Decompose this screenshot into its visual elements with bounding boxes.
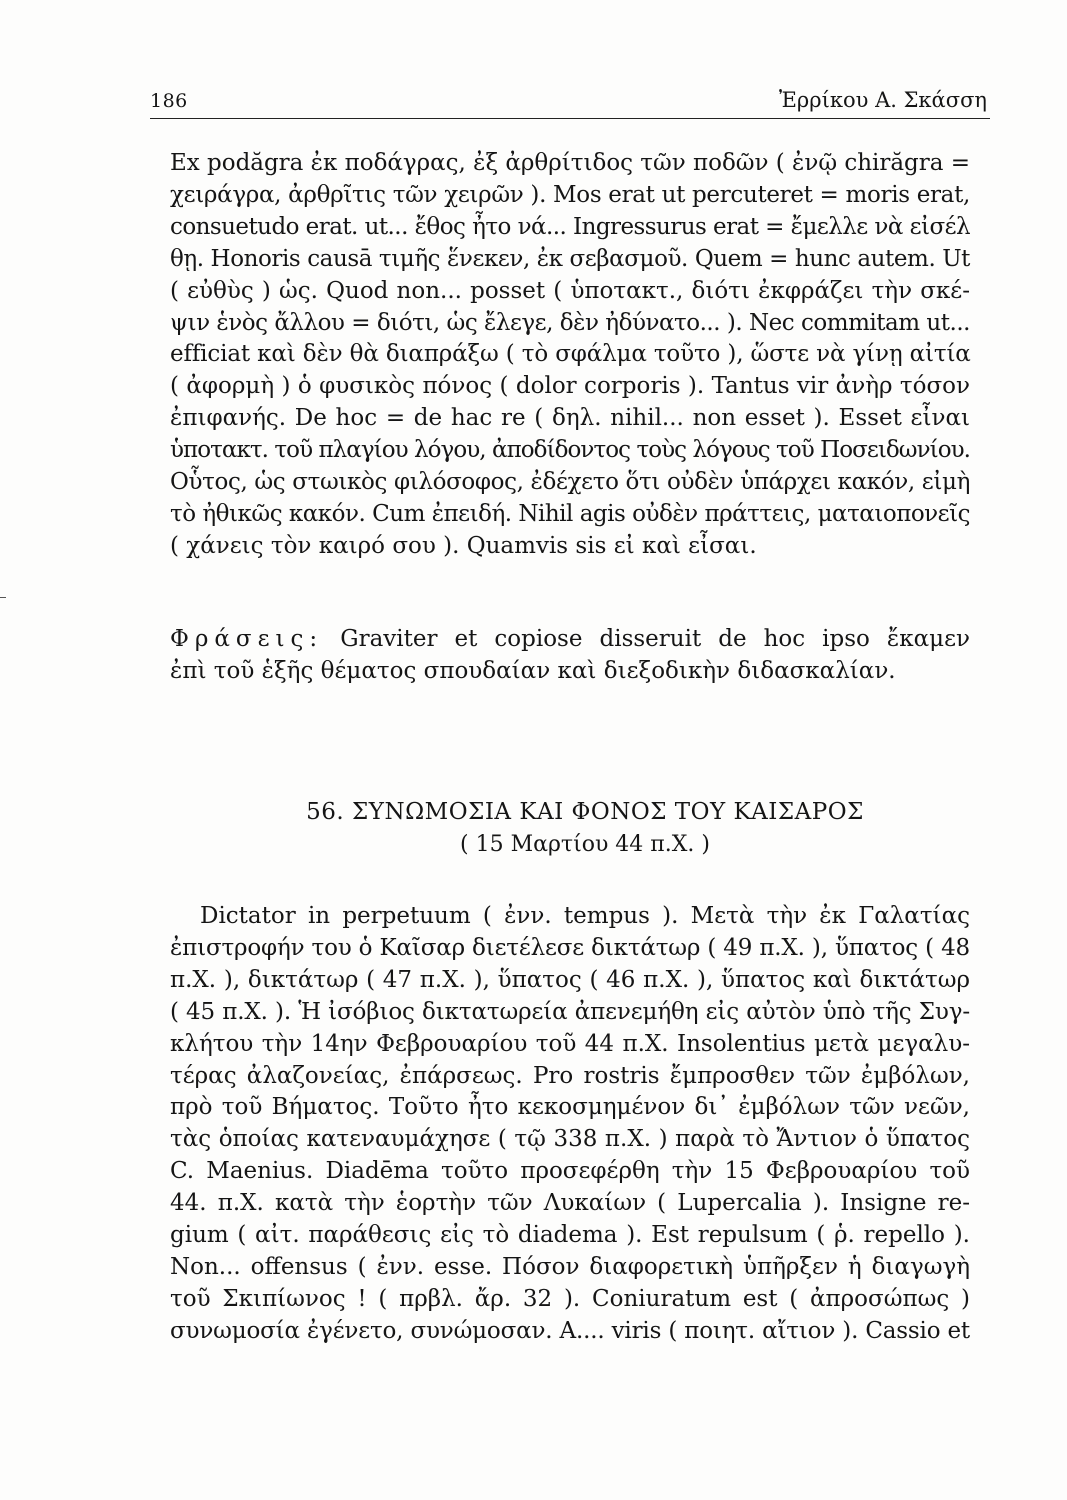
text-line: ἐπιφανής. De hoc = de hac re ( δηλ. nihil... non esset ). Esset εἶναι — [170, 405, 970, 432]
text-line: τέρας ἀλαζονείας, ἐπάρσεως. Pro rostris ἔμπροσθεν τῶν ἐμβόλων, — [170, 1062, 970, 1089]
page-number: 186 — [150, 90, 188, 112]
text-line: Dictator in perpetuum ( ἐνν. tempus ). Μετὰ τὴν ἐκ Γαλατίας — [200, 903, 970, 929]
section-date: ( 15 Μαρτίου 44 π.Χ. ) — [460, 832, 710, 857]
page-header — [150, 80, 995, 120]
text-line: ( ἀφορμὴ ) ὁ φυσικὸς πόνος ( dolor corporis ). Tantus vir ἀνὴρ τόσον — [170, 373, 970, 400]
text-line: ψιν ἑνὸς ἄλλου = διότι, ὡς ἔλεγε, δὲν ἠδύνατο... ). Nec commitam ut... — [170, 309, 970, 336]
commentary-paragraph — [170, 901, 970, 1348]
phrases-label: Φράσεις: — [170, 626, 324, 652]
section-title: 56. ΣΥΝΩΜΟΣΙΑ ΚΑΙ ΦΟΝΟΣ ΤΟΥ ΚΑΙΣΑΡΟΣ — [306, 799, 864, 825]
text-line: συνωμοσία ἐγένετο, συνώμοσαν. A.... viris ( ποιητ. αἴτιον ). Cassio et — [170, 1317, 970, 1344]
text-line: τὰς ὁποίας κατεναυμάχησε ( τῷ 338 π.Χ. ) παρὰ τὸ Ἄντιον ὁ ὕπατος — [170, 1126, 970, 1153]
text-line: gium ( αἰτ. παράθεσις εἰς τὸ diadema ). Est repulsum ( ῥ. repello ). — [170, 1222, 970, 1249]
text-line: Non... offensus ( ἐνν. esse. Πόσον διαφορετικὴ ὑπῆρξεν ἡ διαγωγὴ — [170, 1253, 970, 1280]
phrases-text: Graviter et copiose disseruit de hoc ipso ἔκαμεν — [340, 626, 970, 652]
phrases-paragraph — [170, 624, 970, 688]
text-line: τὸ ἠθικῶς κακόν. Cum ἐπειδή. Nihil agis οὐδὲν πράττεις, ματαιοπονεῖς — [170, 500, 970, 527]
text-line: ὑποτακτ. τοῦ πλαγίου λόγου, ἀποδίδοντος τοὺς λόγους τοῦ Ποσειδωνίου. — [170, 437, 970, 464]
text-line: Οὗτος, ὡς στωικὸς φιλόσοφος, ἐδέχετο ὅτι οὐδὲν ὑπάρχει κακόν, εἰμὴ — [170, 469, 970, 496]
text-line: π.Χ. ), δικτάτωρ ( 47 π.Χ. ), ὕπατος ( 46 π.Χ. ), ὕπατος καὶ δικτάτωρ — [170, 966, 970, 993]
text-line: ( εὐθὺς ) ὡς. Quod non... posset ( ὑποτακτ., διότι ἐκφράζει τὴν σκέ- — [170, 277, 970, 304]
phrases-line-2: ἐπὶ τοῦ ἑξῆς θέματος σπουδαίαν καὶ διεξοδικὴν διδασκαλίαν. — [170, 657, 896, 684]
header-rule — [150, 118, 990, 119]
text-line: χειράγρα, ἀρθρῖτις τῶν χειρῶν ). Mos erat ut percuteret = moris erat, — [170, 181, 971, 208]
text-line: κλήτου τὴν 14ην Φεβρουαρίου τοῦ 44 π.Χ. Insolentius μετὰ μεγαλυ- — [170, 1030, 970, 1057]
text-line: τοῦ Σκιπίωνος ! ( πρβλ. ἄρ. 32 ). Coniuratum est ( ἀπροσώπως ) — [170, 1285, 970, 1312]
text-line: efficiat καὶ δὲν θὰ διαπράξω ( τὸ σφάλμα τοῦτο ), ὥστε νὰ γίνῃ αἰτία — [170, 341, 971, 368]
text-line: ( 45 π.Χ. ). Ἡ ἰσόβιος δικτατωρεία ἀπενεμήθη εἰς αὐτὸν ὑπὸ τῆς Συγ- — [170, 998, 970, 1025]
text-line: θῃ. Honoris causā τιμῆς ἕνεκεν, ἐκ σεβασμοῦ. Quem = hunc autem. Ut — [170, 245, 970, 272]
running-head: Ἐρρίκου Α. Σκάσση — [779, 88, 987, 112]
margin-mark — [0, 597, 6, 598]
phrases-line-1 — [170, 624, 970, 656]
text-line: πρὸ τοῦ Βήματος. Τοῦτο ἦτο κεκοσμημένον δι᾽ ἐμβόλων τῶν νεῶν, — [170, 1094, 970, 1121]
text-line: consuetudo erat. ut... ἔθος ἦτο νά... Ingressurus erat = ἔμελλε νὰ εἰσέλ — [170, 213, 970, 240]
gloss-paragraph — [170, 148, 970, 563]
text-line: ἐπιστροφήν του ὁ Καῖσαρ διετέλεσε δικτάτωρ ( 49 π.Χ. ), ὕπατος ( 48 — [170, 934, 970, 961]
text-line: Ex podăgra ἐκ ποδάγρας, ἐξ ἀρθρίτιδος τῶν ποδῶν ( ἐνῷ chirăgra = — [170, 150, 970, 176]
text-line: C. Maenius. Diadēma τοῦτο προσεφέρθη τὴν 15 Φεβρουαρίου τοῦ — [170, 1158, 970, 1185]
text-line: 44. π.Χ. κατὰ τὴν ἑορτὴν τῶν Λυκαίων ( Lupercalia ). Insigne re- — [170, 1190, 970, 1217]
text-line: ( χάνεις τὸν καιρό σου ). Quamvis sis εἰ καὶ εἶσαι. — [170, 532, 757, 559]
